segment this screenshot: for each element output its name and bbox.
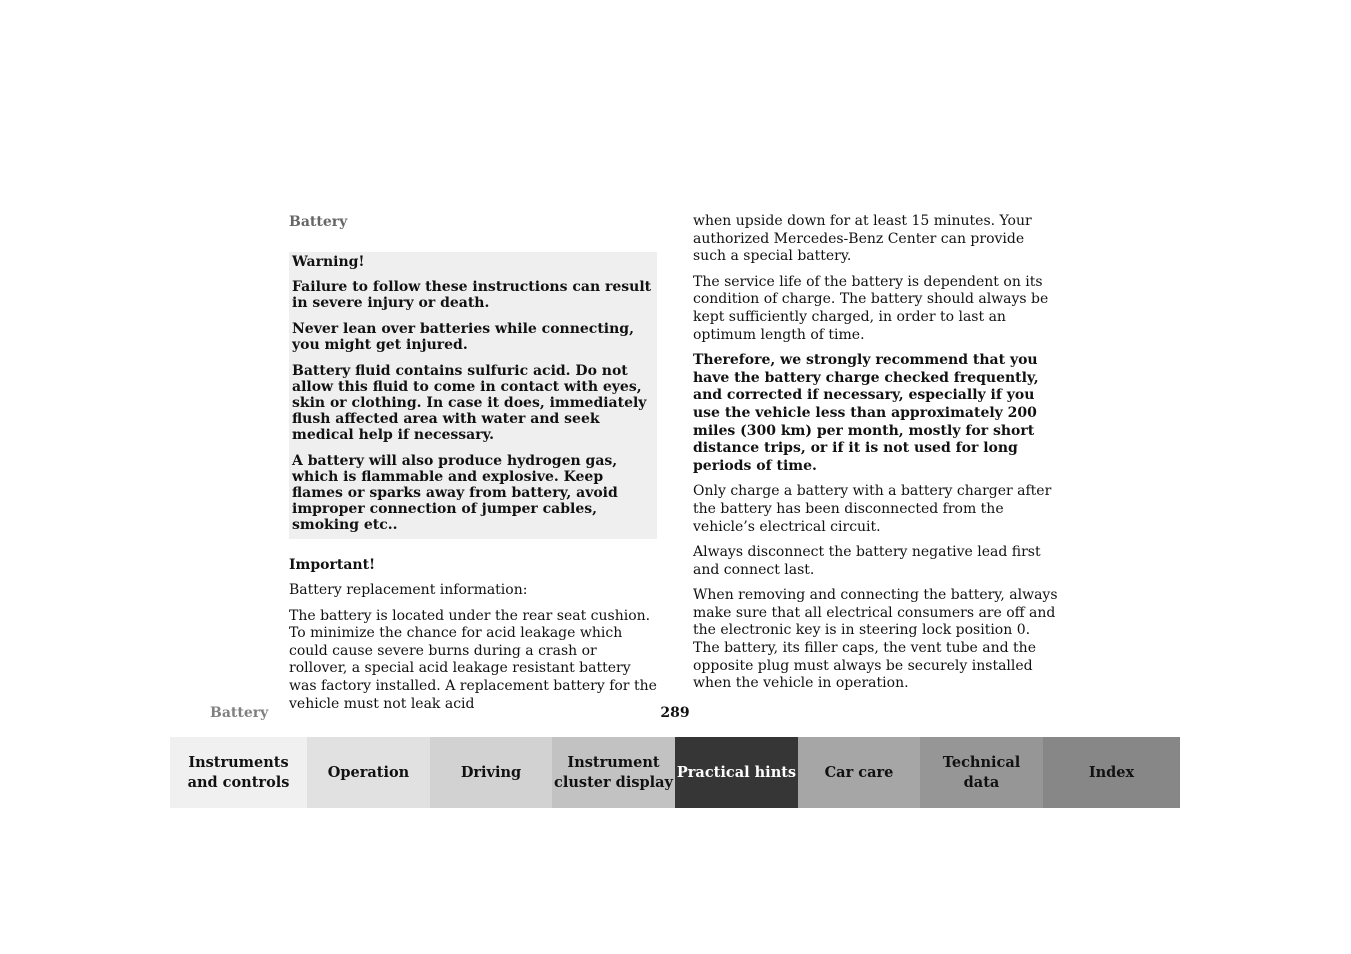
body-paragraph: when upside down for at least 15 minutes. Your authorized Mercedes-Benz Center can provide such a special battery.: [693, 213, 1032, 265]
warning-box: [289, 252, 657, 539]
nav-tab-instrument-cluster-display[interactable]: Instrument cluster display: [552, 737, 675, 808]
body-paragraph: When removing and connecting the battery, always make sure that all electrical consumers are off and the electronic key is in steering lock position 0. The battery, its filler caps, the vent tube and the opposite plug must always be securely installed when the vehicle in operation.: [693, 587, 1058, 692]
nav-tab-instruments-and-controls[interactable]: Instruments and controls: [170, 737, 307, 808]
chapter-nav: [170, 737, 1180, 808]
warning-paragraph: A battery will also produce hydrogen gas, which is flammable and explosive. Keep flames or sparks away from battery, avoid improper connection of jumper cables, smoking etc..: [292, 453, 618, 533]
body-paragraph: Battery replacement information:: [289, 582, 528, 598]
recommendation-paragraph: Therefore, we strongly recommend that you have the battery charge checked frequently, and corrected if necessary, especially if you use the vehicle less than approximately 200 miles (300 km) per month, mostly for short distance trips, or if it is not used for long periods of time.: [693, 352, 1039, 474]
body-paragraph: The service life of the battery is dependent on its condition of charge. The battery should always be kept sufficiently charged, in order to last an optimum length of time.: [693, 273, 1049, 343]
section-header: Battery: [289, 214, 348, 230]
nav-tab-driving[interactable]: Driving: [430, 737, 552, 808]
body-paragraph: Always disconnect the battery negative lead first and connect last.: [693, 544, 1041, 578]
body-paragraph: Only charge a battery with a battery charger after the battery has been disconnected from the vehicle’s electrical circuit.: [693, 483, 1052, 535]
body-paragraph: The battery is located under the rear seat cushion. To minimize the chance for acid leakage which could cause severe burns during a crash or rollover, a special acid leakage resistant battery was factory installed. A replacement battery for the vehicle must not leak acid: [289, 607, 657, 712]
warning-paragraph: Battery fluid contains sulfuric acid. Do not allow this fluid to come in contact with eyes, skin or clothing. In case it does, immediately flush affected area with water and seek medical help if necessary.: [292, 363, 647, 443]
nav-tab-technical-data[interactable]: Technical data: [920, 737, 1043, 808]
right-column: [693, 213, 1059, 701]
nav-tab-operation[interactable]: Operation: [307, 737, 430, 808]
nav-tab-index[interactable]: Index: [1043, 737, 1180, 808]
nav-tab-practical-hints[interactable]: Practical hints: [675, 737, 798, 808]
left-column: [289, 252, 657, 721]
footer-section-label: Battery: [210, 705, 269, 721]
page-number: 289: [660, 705, 690, 721]
warning-paragraph: Never lean over batteries while connecting, you might get injured.: [292, 321, 634, 353]
nav-tab-car-care[interactable]: Car care: [798, 737, 920, 808]
warning-title: Warning!: [292, 254, 365, 270]
important-title: Important!: [289, 557, 376, 573]
warning-paragraph: Failure to follow these instructions can result in severe injury or death.: [292, 279, 652, 311]
